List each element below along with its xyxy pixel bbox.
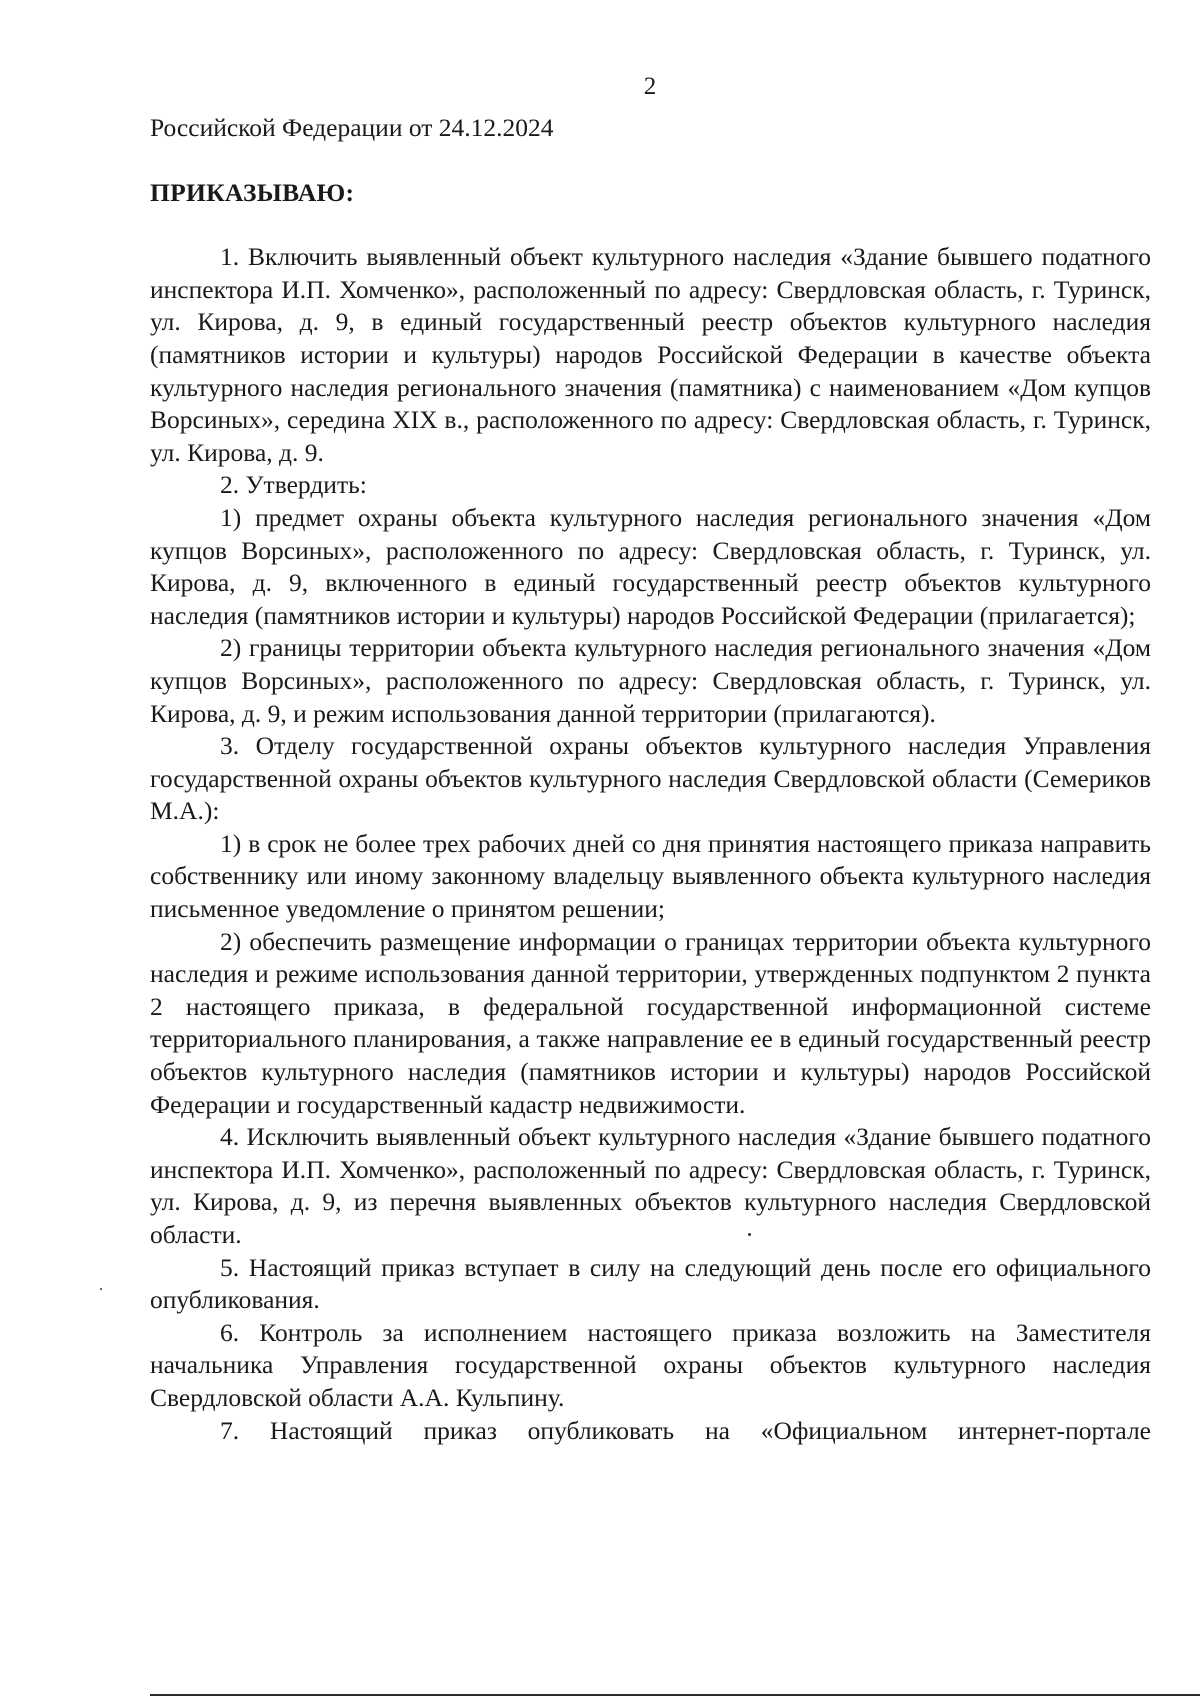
scan-bottom-edge [150,1694,1200,1696]
subparagraph-2-2-territory-borders: 2) границы территории объекта культурного наследия регионального значения «Дом купцов Ворсиных», расположенного по адресу: Свердловская область, г. Туринск, ул. Кирова, д. 9, и режим использования данной территории (прилагаются). [150,633,1151,728]
scan-speck [748,1233,751,1236]
order-heading: ПРИКАЗЫВАЮ: [150,177,355,207]
paragraph-2-approve: 2. Утвердить: [220,470,367,500]
paragraph-6-control: 6. Контроль за исполнением настоящего приказа возложить на Заместителя начальника Управления государственной охраны объектов культурного наследия Свердловской области А.А. Кульпину. [150,1317,1151,1412]
subparagraph-2-1-protection-subject: 1) предмет охраны объекта культурного наследия регионального значения «Дом купцов Ворсиных», расположенного по адресу: Свердловская область, г. Туринск, ул. Кирова, д. 9, включенного в единый государственный реестр объектов культурного наследия (памятников истории и культуры) народов Российской Федерации (прилагается); [150,502,1151,630]
scan-speck [100,1288,102,1290]
paragraph-3-department: 3. Отделу государственной охраны объектов культурного наследия Управления государственной охраны объектов культурного наследия Свердловской области (Семериков М.А.): [150,731,1151,826]
subparagraph-3-1-notification: 1) в срок не более трех рабочих дней со дня принятия настоящего приказа направить собственнику или иному законному владельцу выявленного объекта культурного наследия письменное уведомление о принятом решении; [150,828,1151,924]
document-body [150,112,1151,1447]
page-number: 2 [643,73,657,100]
paragraph-5-effective: 5. Настоящий приказ вступает в силу на следующий день после его официального опубликования. [150,1252,1151,1315]
subparagraph-3-2-information: 2) обеспечить размещение информации о границах территории объекта культурного наследия и режиме использования данной территории, утвержденных подпунктом 2 пункта 2 настоящего приказа, в федеральной государственной информационной системе территориального планирования, а также направление ее в единый государственный реестр объектов культурного наследия (памятников истории и культуры) народов Российской Федерации и государственный кадастр недвижимости. [150,926,1151,1119]
paragraph-1-include: 1. Включить выявленный объект культурного наследия «Здание бывшего податного инспектора И.П. Хомченко», расположенный по адресу: Свердловская область, г. Туринск, ул. Кирова, д. 9, в единый государственный реестр объектов культурного наследия (памятников истории и культуры) народов Российской Федерации в качестве объекта культурного наследия регионального значения (памятника) с наименованием «Дом купцов Ворсиных», середина XIX в., расположенного по адресу: Свердловская область, г. Туринск, ул. Кирова, д. 9. [150,242,1151,467]
continuation-line: Российской Федерации от 24.12.2024 [150,113,554,142]
paragraph-7-publish: 7. Настоящий приказ опубликовать на «Официальном интернет-портале [220,1415,1151,1445]
paragraph-4-exclude: 4. Исключить выявленный объект культурного наследия «Здание бывшего податного инспектора И.П. Хомченко», расположенный по адресу: Свердловская область, г. Туринск, ул. Кирова, д. 9, из перечня выявленных объектов культурного наследия Свердловской области. [150,1122,1151,1249]
